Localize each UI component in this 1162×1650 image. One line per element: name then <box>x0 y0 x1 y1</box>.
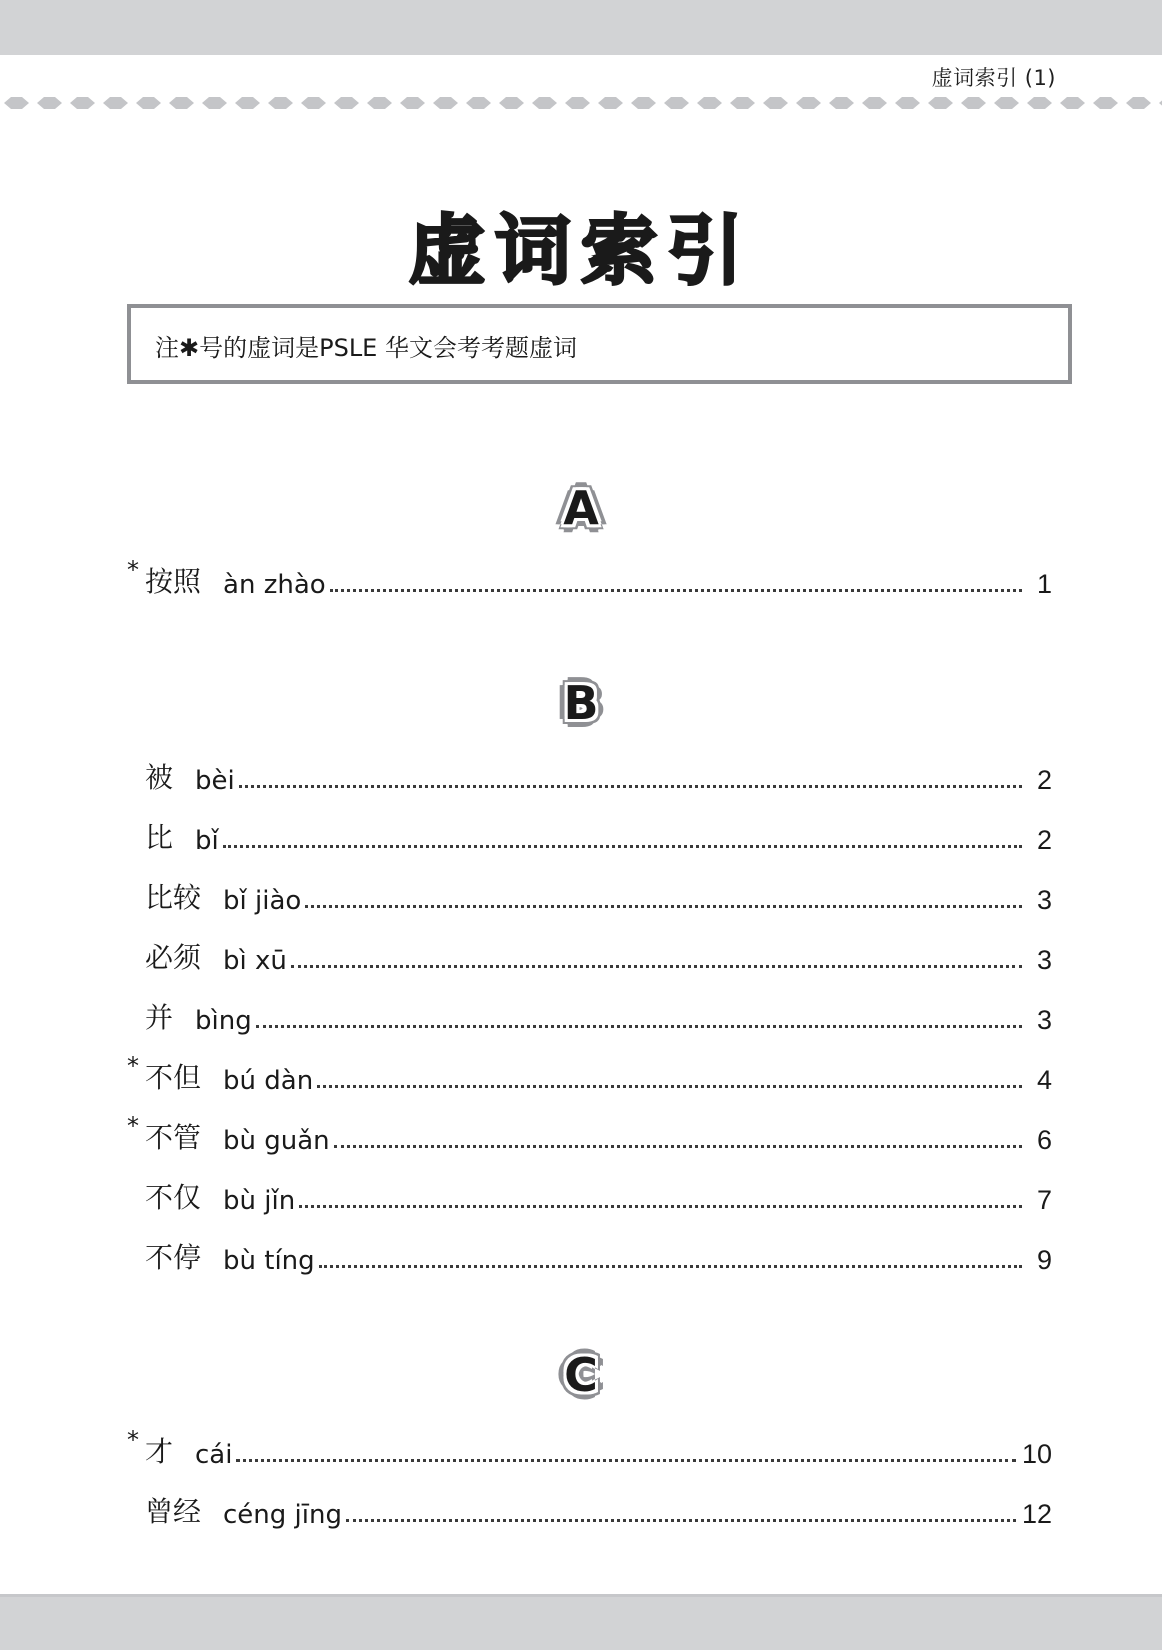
index-entry[interactable] <box>127 1426 1052 1470</box>
entry-hanzi: 比 <box>145 821 174 854</box>
entry-hanzi: 被 <box>145 761 174 794</box>
dot-leader <box>291 965 1022 968</box>
entry-page-number: 7 <box>1036 1185 1052 1215</box>
star-marker: * <box>127 1052 139 1080</box>
dot-leader <box>317 1085 1022 1088</box>
entry-pinyin: bǐ jiào <box>223 886 302 916</box>
entry-hanzi: 不管 <box>145 1121 202 1154</box>
entry-hanzi: 才 <box>145 1435 174 1468</box>
entry-hanzi: 曾经 <box>145 1495 202 1528</box>
decorative-border <box>0 96 1162 110</box>
entry-page-number: 9 <box>1036 1245 1052 1275</box>
dot-leader <box>256 1025 1022 1028</box>
entry-hanzi: 必须 <box>145 941 202 974</box>
index-entry[interactable] <box>127 1176 1052 1216</box>
entry-page-number: 2 <box>1036 765 1052 795</box>
star-marker: * <box>127 1112 139 1140</box>
index-entry[interactable] <box>127 1490 1052 1530</box>
note-text: 注✱号的虚词是PSLE 华文会考考题虚词 <box>155 334 577 362</box>
entry-page-number: 6 <box>1036 1125 1052 1155</box>
dot-leader <box>346 1519 1016 1522</box>
entry-page-number: 12 <box>1021 1499 1052 1529</box>
entry-pinyin: bú dàn <box>223 1066 314 1096</box>
entry-hanzi: 并 <box>145 1001 174 1034</box>
bottom-margin-band <box>0 1594 1162 1650</box>
index-entry[interactable] <box>127 1052 1052 1096</box>
dot-leader <box>299 1205 1022 1208</box>
page-title: 虚词索引 <box>409 206 753 295</box>
entry-pinyin: cái <box>195 1440 233 1470</box>
entry-pinyin: bì xū <box>223 946 287 976</box>
dot-leader <box>319 1265 1022 1268</box>
entry-hanzi: 比较 <box>145 881 202 914</box>
entry-page-number: 10 <box>1021 1439 1052 1469</box>
entry-pinyin: bù jǐn <box>223 1186 296 1216</box>
entry-pinyin: bǐ <box>195 826 219 856</box>
entry-pinyin: bèi <box>195 766 235 796</box>
index-entry[interactable] <box>127 1236 1052 1276</box>
top-margin-band <box>0 0 1162 55</box>
entry-pinyin: bù tíng <box>223 1246 315 1276</box>
entry-page-number: 3 <box>1036 945 1052 975</box>
entry-hanzi: 按照 <box>145 565 202 598</box>
entry-page-number: 3 <box>1036 885 1052 915</box>
star-marker: * <box>127 1426 139 1454</box>
entry-page-number: 1 <box>1036 569 1052 599</box>
dot-leader <box>330 589 1022 592</box>
dot-leader <box>236 1459 1015 1462</box>
entry-hanzi: 不停 <box>145 1241 202 1274</box>
index-entry[interactable] <box>127 556 1052 600</box>
section-letter-c: C <box>564 1348 598 1402</box>
dot-leader <box>305 905 1022 908</box>
entry-page-number: 3 <box>1036 1005 1052 1035</box>
running-header: 虚词索引 (1) <box>931 66 1056 90</box>
entry-pinyin: céng jīng <box>223 1500 342 1530</box>
index-entry[interactable] <box>127 816 1052 856</box>
dot-leader <box>223 845 1022 848</box>
entry-hanzi: 不但 <box>145 1061 202 1094</box>
entry-page-number: 4 <box>1036 1065 1052 1095</box>
entry-pinyin: àn zhào <box>223 570 326 600</box>
dot-leader <box>239 785 1022 788</box>
entry-pinyin: bìng <box>195 1006 252 1036</box>
star-marker: * <box>127 556 139 584</box>
section-letter-a: A <box>563 481 599 535</box>
index-entry[interactable] <box>127 1112 1052 1156</box>
entry-page-number: 2 <box>1036 825 1052 855</box>
index-entry[interactable] <box>127 936 1052 976</box>
index-entry[interactable] <box>127 996 1052 1036</box>
note-box <box>127 304 1072 384</box>
entry-hanzi: 不仅 <box>145 1181 202 1214</box>
index-entry[interactable] <box>127 756 1052 796</box>
entry-pinyin: bù guǎn <box>223 1126 330 1156</box>
section-letter-b: B <box>563 676 599 730</box>
index-entry[interactable] <box>127 876 1052 916</box>
dot-leader <box>334 1145 1022 1148</box>
